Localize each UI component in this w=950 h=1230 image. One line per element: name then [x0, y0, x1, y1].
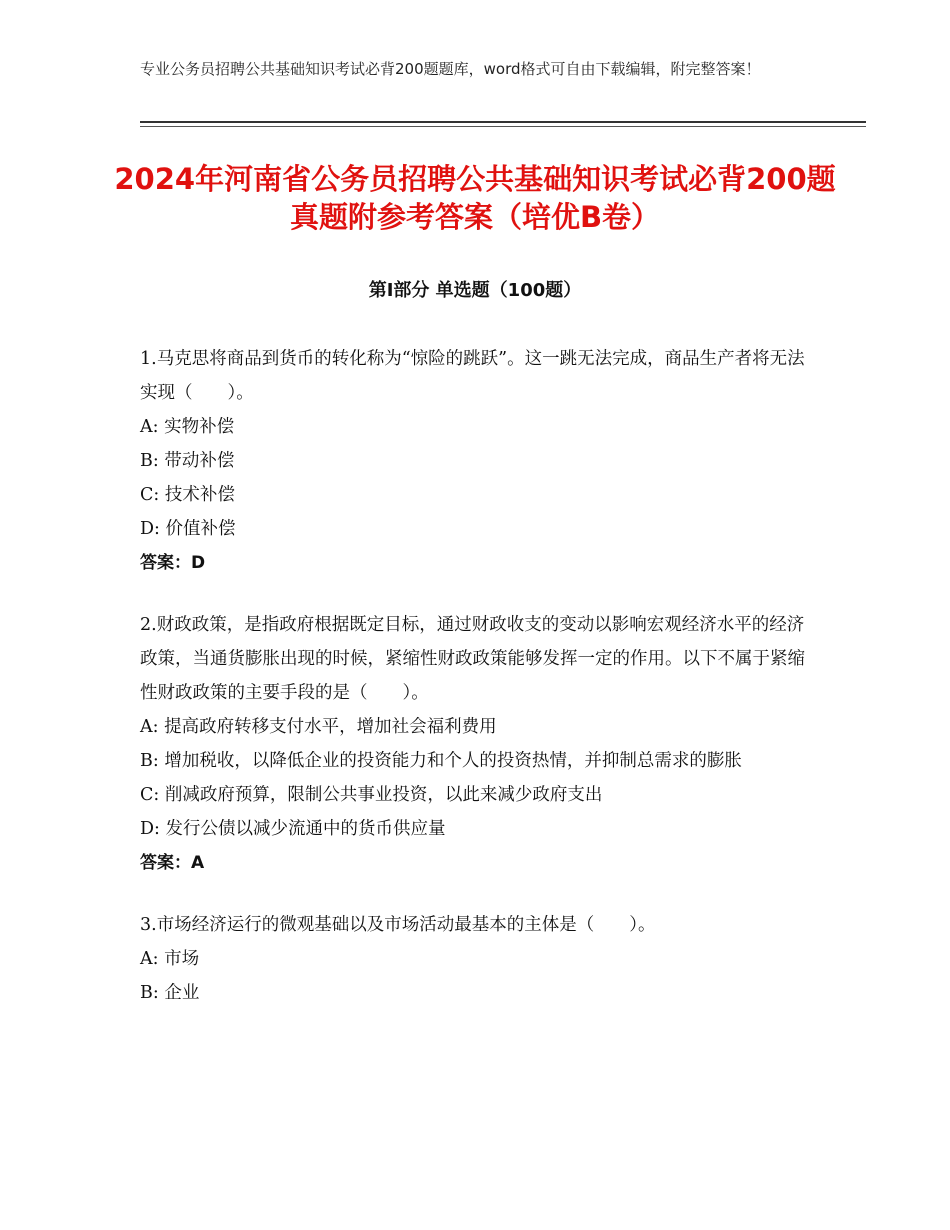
option-b: B: 增加税收，以降低企业的投资能力和个人的投资热情，并抑制总需求的膨胀	[140, 751, 742, 771]
question-2	[140, 608, 812, 880]
option-a: A: 提高政府转移支付水平，增加社会福利费用	[140, 717, 497, 737]
option-d: D: 价值补偿	[140, 519, 236, 539]
header-divider	[140, 121, 866, 123]
question-stem: 2.财政政策，是指政府根据既定目标，通过财政收支的变动以影响宏观经济水平的经济政策，当通货膨胀出现的时候，紧缩性财政政策能够发挥一定的作用。以下不属于紧缩性财政政策的主要手段的是（ ）。	[140, 615, 805, 703]
question-1	[140, 342, 812, 580]
question-stem: 1.马克思将商品到货币的转化称为“惊险的跳跃”。这一跳无法完成，商品生产者将无法实现（ ）。	[140, 349, 805, 403]
option-b: B: 带动补偿	[140, 451, 235, 471]
section-title: 第I部分 单选题（100题）	[368, 280, 582, 301]
option-a: A: 实物补偿	[140, 417, 235, 437]
option-c: C: 削减政府预算，限制公共事业投资，以此来减少政府支出	[140, 785, 603, 805]
option-c: C: 技术补偿	[140, 485, 235, 505]
answer: 答案：A	[140, 853, 205, 873]
option-a: A: 市场	[140, 949, 200, 969]
header-note: 专业公务员招聘公共基础知识考试必背200题题库，word格式可自由下载编辑，附完整答案！	[140, 60, 761, 78]
option-b: B: 企业	[140, 983, 200, 1003]
question-list	[140, 342, 812, 1038]
option-d: D: 发行公债以减少流通中的货币供应量	[140, 819, 446, 839]
answer: 答案：D	[140, 553, 206, 573]
question-3	[140, 908, 812, 1010]
header-divider-thin	[140, 126, 866, 127]
question-stem: 3.市场经济运行的微观基础以及市场活动最基本的主体是（ ）。	[140, 915, 656, 935]
document-title: 2024年河南省公务员招聘公共基础知识考试必背200题真题附参考答案（培优B卷）	[114, 162, 836, 234]
